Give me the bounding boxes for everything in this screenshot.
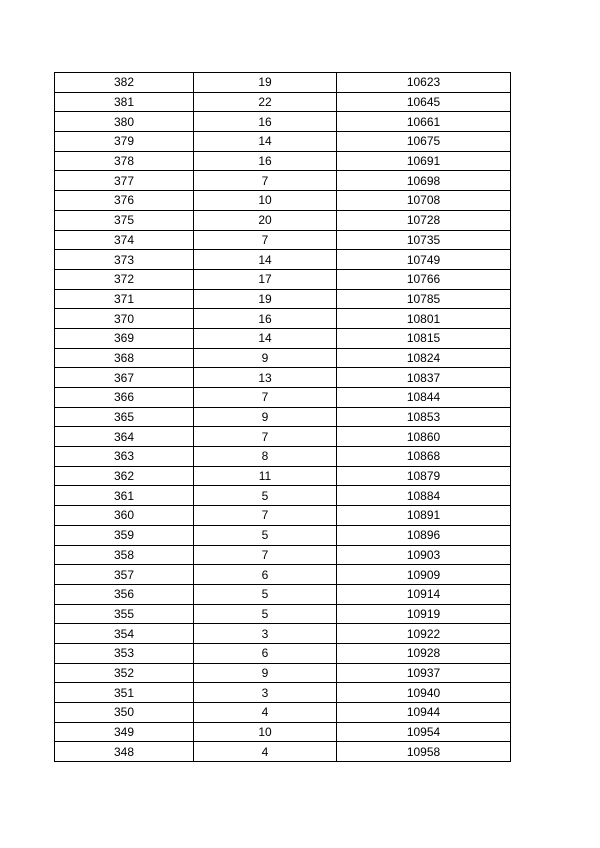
table-row <box>55 565 511 585</box>
count-cell: 6 <box>194 565 337 585</box>
score-cell: 370 <box>55 309 194 329</box>
count-cell: 3 <box>194 683 337 703</box>
score-cell: 355 <box>55 604 194 624</box>
score-cell: 362 <box>55 466 194 486</box>
count-cell: 7 <box>194 230 337 250</box>
score-cell: 366 <box>55 388 194 408</box>
table-row <box>55 584 511 604</box>
cumulative-cell: 10675 <box>337 132 511 152</box>
count-cell: 10 <box>194 722 337 742</box>
score-cell: 368 <box>55 348 194 368</box>
table-row <box>55 250 511 270</box>
count-cell: 9 <box>194 663 337 683</box>
table-row <box>55 112 511 132</box>
cumulative-cell: 10853 <box>337 407 511 427</box>
score-cell: 364 <box>55 427 194 447</box>
score-cell: 353 <box>55 643 194 663</box>
score-cell: 367 <box>55 368 194 388</box>
count-cell: 13 <box>194 368 337 388</box>
cumulative-cell: 10879 <box>337 466 511 486</box>
table-row <box>55 742 511 762</box>
cumulative-cell: 10801 <box>337 309 511 329</box>
cumulative-cell: 10928 <box>337 643 511 663</box>
cumulative-cell: 10860 <box>337 427 511 447</box>
cumulative-cell: 10623 <box>337 73 511 93</box>
count-cell: 16 <box>194 309 337 329</box>
score-cell: 382 <box>55 73 194 93</box>
score-cell: 376 <box>55 191 194 211</box>
count-cell: 5 <box>194 584 337 604</box>
cumulative-cell: 10922 <box>337 624 511 644</box>
count-cell: 19 <box>194 73 337 93</box>
table-row <box>55 388 511 408</box>
score-cell: 348 <box>55 742 194 762</box>
count-cell: 14 <box>194 132 337 152</box>
table-row <box>55 309 511 329</box>
cumulative-cell: 10844 <box>337 388 511 408</box>
table-row <box>55 683 511 703</box>
table-row <box>55 447 511 467</box>
score-cell: 350 <box>55 703 194 723</box>
table-row <box>55 525 511 545</box>
count-cell: 7 <box>194 388 337 408</box>
table-row <box>55 506 511 526</box>
table-row <box>55 73 511 93</box>
count-cell: 19 <box>194 289 337 309</box>
cumulative-cell: 10891 <box>337 506 511 526</box>
score-cell: 349 <box>55 722 194 742</box>
count-cell: 20 <box>194 210 337 230</box>
score-cell: 352 <box>55 663 194 683</box>
score-cell: 351 <box>55 683 194 703</box>
cumulative-cell: 10944 <box>337 703 511 723</box>
score-cell: 373 <box>55 250 194 270</box>
score-cell: 371 <box>55 289 194 309</box>
score-cell: 357 <box>55 565 194 585</box>
table-row <box>55 604 511 624</box>
count-cell: 10 <box>194 191 337 211</box>
table-row <box>55 171 511 191</box>
score-cell: 360 <box>55 506 194 526</box>
score-cell: 375 <box>55 210 194 230</box>
table-row <box>55 466 511 486</box>
table-row <box>55 624 511 644</box>
score-cell: 377 <box>55 171 194 191</box>
cumulative-cell: 10837 <box>337 368 511 388</box>
score-cell: 354 <box>55 624 194 644</box>
cumulative-cell: 10940 <box>337 683 511 703</box>
table-row <box>55 289 511 309</box>
cumulative-cell: 10766 <box>337 269 511 289</box>
count-cell: 14 <box>194 250 337 270</box>
score-cell: 356 <box>55 584 194 604</box>
cumulative-cell: 10735 <box>337 230 511 250</box>
count-cell: 7 <box>194 171 337 191</box>
table-row <box>55 210 511 230</box>
count-cell: 3 <box>194 624 337 644</box>
table-row <box>55 486 511 506</box>
count-cell: 9 <box>194 348 337 368</box>
score-cell: 380 <box>55 112 194 132</box>
cumulative-cell: 10749 <box>337 250 511 270</box>
count-cell: 9 <box>194 407 337 427</box>
count-cell: 7 <box>194 506 337 526</box>
score-cell: 363 <box>55 447 194 467</box>
count-cell: 7 <box>194 545 337 565</box>
cumulative-cell: 10896 <box>337 525 511 545</box>
count-cell: 16 <box>194 151 337 171</box>
table-row <box>55 703 511 723</box>
cumulative-cell: 10824 <box>337 348 511 368</box>
table-row <box>55 368 511 388</box>
table-body <box>55 73 511 762</box>
cumulative-cell: 10937 <box>337 663 511 683</box>
cumulative-cell: 10903 <box>337 545 511 565</box>
score-cell: 359 <box>55 525 194 545</box>
cumulative-cell: 10645 <box>337 92 511 112</box>
count-cell: 8 <box>194 447 337 467</box>
table-row <box>55 191 511 211</box>
table-row <box>55 407 511 427</box>
table-row <box>55 92 511 112</box>
count-cell: 4 <box>194 703 337 723</box>
count-cell: 16 <box>194 112 337 132</box>
count-cell: 6 <box>194 643 337 663</box>
count-cell: 4 <box>194 742 337 762</box>
cumulative-cell: 10884 <box>337 486 511 506</box>
cumulative-cell: 10958 <box>337 742 511 762</box>
table-row <box>55 328 511 348</box>
count-cell: 5 <box>194 486 337 506</box>
table-row <box>55 269 511 289</box>
count-cell: 22 <box>194 92 337 112</box>
cumulative-cell: 10868 <box>337 447 511 467</box>
count-cell: 7 <box>194 427 337 447</box>
score-table <box>54 72 511 762</box>
cumulative-cell: 10919 <box>337 604 511 624</box>
cumulative-cell: 10954 <box>337 722 511 742</box>
cumulative-cell: 10691 <box>337 151 511 171</box>
score-cell: 372 <box>55 269 194 289</box>
count-cell: 5 <box>194 525 337 545</box>
cumulative-cell: 10728 <box>337 210 511 230</box>
table-row <box>55 427 511 447</box>
table-row <box>55 132 511 152</box>
table-row <box>55 643 511 663</box>
score-cell: 381 <box>55 92 194 112</box>
score-cell: 365 <box>55 407 194 427</box>
cumulative-cell: 10708 <box>337 191 511 211</box>
table-row <box>55 230 511 250</box>
cumulative-cell: 10661 <box>337 112 511 132</box>
cumulative-cell: 10698 <box>337 171 511 191</box>
cumulative-cell: 10909 <box>337 565 511 585</box>
score-cell: 378 <box>55 151 194 171</box>
count-cell: 17 <box>194 269 337 289</box>
score-cell: 358 <box>55 545 194 565</box>
table-row <box>55 663 511 683</box>
score-table-container <box>54 72 511 762</box>
score-cell: 374 <box>55 230 194 250</box>
table-row <box>55 722 511 742</box>
count-cell: 5 <box>194 604 337 624</box>
cumulative-cell: 10785 <box>337 289 511 309</box>
count-cell: 14 <box>194 328 337 348</box>
table-row <box>55 348 511 368</box>
table-row <box>55 151 511 171</box>
table-row <box>55 545 511 565</box>
cumulative-cell: 10815 <box>337 328 511 348</box>
score-cell: 369 <box>55 328 194 348</box>
count-cell: 11 <box>194 466 337 486</box>
cumulative-cell: 10914 <box>337 584 511 604</box>
score-cell: 361 <box>55 486 194 506</box>
score-cell: 379 <box>55 132 194 152</box>
